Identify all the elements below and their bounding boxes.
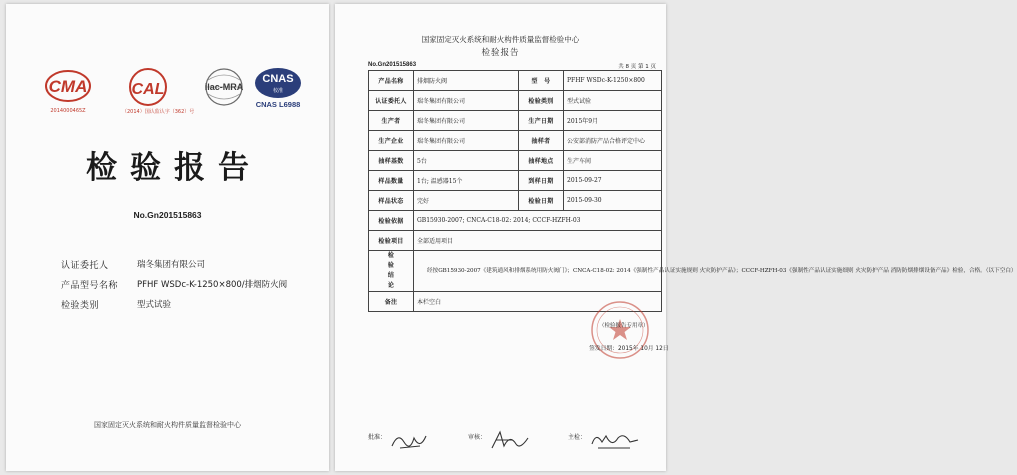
table-row [369,171,662,191]
conclusion-text: 经按GB15930-2007《建筑通风和排烟系统用防火阀门》；CNCA-C18-02: 2014《强制性产品认证实施规则 火灾防护产品》；CCCF-HZFH-03《强制性产品认证实施细则 火灾防护产品 消防防烟排烟设备产品》检验，合格。（以下空白） [427,267,1017,274]
cell-label: 检验依据 [369,211,414,231]
cell-label: 生产者 [369,111,414,131]
cell-value: 型式试验 [564,91,662,111]
organization-header: 国家固定灭火系统和耐火构件质量监督检验中心 [421,35,580,44]
approver-signature-icon [390,428,432,454]
cell-value: 2015-09-30 [564,191,662,211]
ilac-mra-logo [200,66,248,108]
seal-caption: （检验报告专用章） [599,323,649,329]
cell-label: 到样日期 [519,171,564,191]
cell-label: 生产企业 [369,131,414,151]
reviewer-signature-icon [490,428,530,454]
table-row [369,71,662,91]
svg-text:ilac-MRA: ilac-MRA [204,82,244,92]
cell-value: 2015年9月 [564,111,662,131]
cell-value: 排烟防火阀 [414,71,519,91]
cell-label: 样品状态 [369,191,414,211]
report-cover-page [6,4,329,471]
cal-logo [122,66,194,115]
svg-text:CAL: CAL [131,81,165,98]
cma-logo [42,66,94,114]
detail-heading: 检验报告 [481,48,520,58]
cnas-logo [252,66,304,109]
table-row [369,231,662,251]
cell-label: 认证委托人 [369,91,414,111]
field-row-model [61,274,325,294]
cell-value: 2015-09-27 [564,171,662,191]
cell-value: PFHF WSDc-K-1250×800 [564,71,662,91]
report-detail-page [335,4,1017,471]
table-row [369,111,662,131]
report-number: No.Gn201515863 [133,210,202,220]
field-row-category [61,294,325,314]
cell-label: 检验项目 [369,231,414,251]
cell-label-conclusion [369,251,414,292]
svg-text:CNAS: CNAS [262,73,294,85]
cell-value: 1台; 温感器15个 [414,171,519,191]
cell-label: 抽样者 [519,131,564,151]
field-value: PFHF WSDc-K-1250×800/排烟防火阀 [137,280,288,290]
cell-label: 抽样地点 [519,151,564,171]
cell-value: 瑞冬集团有限公司 [414,111,519,131]
field-value: 瑞冬集团有限公司 [137,260,206,270]
cell-label: 型 号 [519,71,564,91]
cell-value-basis: GB15930-2007; CNCA-C18-02: 2014; CCCF-HZFH-03 [414,211,662,231]
cal-caption: （2014）国认监认字（362）号 [122,109,195,115]
cell-label: 生产日期 [519,111,564,131]
table-row [369,191,662,211]
field-label: 产品型号名称 [61,280,119,291]
cell-label: 抽样基数 [369,151,414,171]
inspection-table [368,70,1017,352]
field-row-client [61,254,325,274]
cover-fields [61,254,325,314]
cell-label: 检验日期 [519,191,564,211]
table-row [369,131,662,151]
cell-label: 备注 [369,292,414,312]
inspector-signature-icon [590,428,640,454]
table-row [369,91,662,111]
detail-report-number: No.Gn201515863 [368,62,417,68]
cell-value: 瑞冬集团有限公司 [414,91,519,111]
field-label: 认证委托人 [61,260,109,271]
cell-label: 产品名称 [369,71,414,91]
issuing-organization: 国家固定灭火系统和耐火构件质量监督检验中心 [94,421,241,429]
conclusion-label: 检验结论 [387,252,395,289]
inspect-label: 主检： [568,434,587,441]
report-title: 检验报告 [86,150,262,186]
cell-value-remark: 本栏空白 [414,292,662,312]
field-value: 型式试验 [137,300,172,310]
cell-value: 完好 [414,191,519,211]
cell-value: 生产车间 [564,151,662,171]
cell-value: 瑞冬集团有限公司 [414,131,519,151]
table-row [369,151,662,171]
svg-text:CMA: CMA [48,77,88,96]
svg-text:校准: 校准 [272,88,284,94]
issue-date: 签发日期：2015年 10月 12日 [589,346,669,352]
cell-value: 5台 [414,151,519,171]
cell-value: 公安部消防产品合格评定中心 [564,131,662,151]
table-row [369,251,662,292]
field-label: 检验类别 [61,300,100,311]
table-row [369,211,662,231]
cma-caption: 2014000465Z [50,108,86,114]
cnas-caption: CNAS L6988 [255,100,301,109]
cell-label: 样品数量 [369,171,414,191]
signature-row [368,428,656,458]
page-counter: 共 8 页 第 1 页 [618,64,656,70]
cell-label: 检验类别 [519,91,564,111]
cell-value-items: 全部适用项目 [414,231,662,251]
approve-label: 批准： [368,434,387,441]
review-label: 审核： [468,434,487,441]
certification-logos [42,66,313,122]
